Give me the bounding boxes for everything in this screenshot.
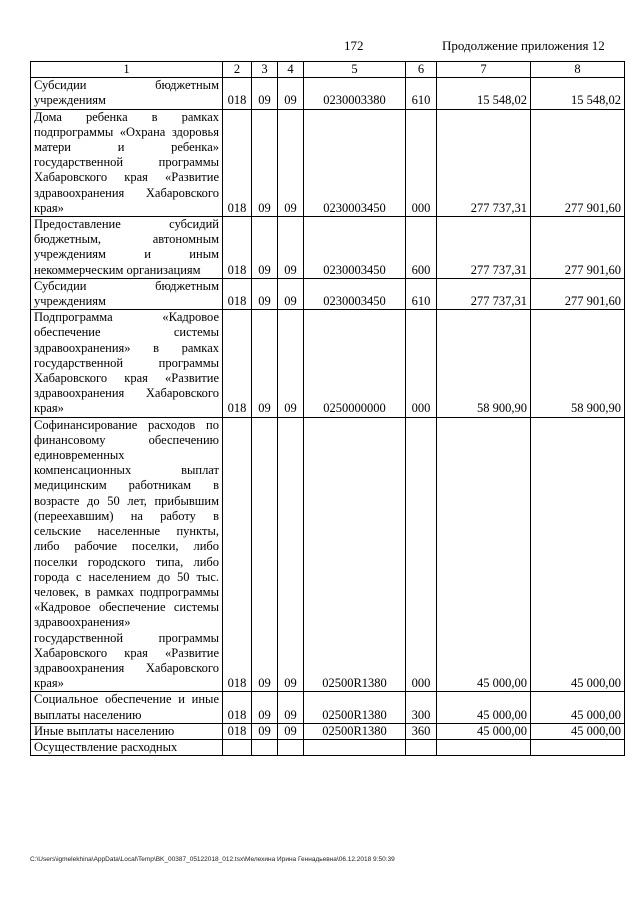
col-header-8: 8 [531, 62, 625, 78]
cell-amount-7: 45 000,00 [437, 692, 531, 723]
row-name: Подпрограмма «Кадровое обеспечение системы здравоохранения» в рамках государственной программы Хабаровского края «Развитие здравоохранения Хабаровского края» [31, 310, 223, 417]
cell-expense-type: 000 [406, 310, 437, 417]
continuation-label: Продолжение приложения 12 [442, 38, 605, 53]
table-row [31, 692, 625, 723]
cell-admin-code: 018 [223, 723, 252, 739]
table-row [31, 310, 625, 417]
cell-amount-7 [437, 739, 531, 755]
cell-amount-8 [531, 739, 625, 755]
cell-amount-7: 277 737,31 [437, 109, 531, 216]
cell-amount-8: 58 900,90 [531, 310, 625, 417]
cell-amount-7: 58 900,90 [437, 310, 531, 417]
cell-subsection: 09 [278, 78, 304, 109]
col-header-6: 6 [406, 62, 437, 78]
cell-target-article: 02500R1380 [304, 692, 406, 723]
cell-target-article: 02500R1380 [304, 723, 406, 739]
cell-subsection: 09 [278, 310, 304, 417]
cell-section: 09 [252, 278, 278, 309]
cell-target-article [304, 739, 406, 755]
cell-section [252, 739, 278, 755]
row-name: Предоставление субсидий бюджетным, автономным учреждениям и иным некоммерческим организациям [31, 217, 223, 279]
cell-admin-code: 018 [223, 78, 252, 109]
cell-target-article: 0230003450 [304, 109, 406, 216]
cell-amount-7: 45 000,00 [437, 417, 531, 692]
cell-expense-type: 300 [406, 692, 437, 723]
row-name: Субсидии бюджетным учреждениям [31, 78, 223, 109]
cell-amount-7: 45 000,00 [437, 723, 531, 739]
table-row [31, 217, 625, 279]
table-row [31, 278, 625, 309]
cell-subsection: 09 [278, 692, 304, 723]
cell-admin-code: 018 [223, 278, 252, 309]
cell-amount-8: 277 901,60 [531, 217, 625, 279]
cell-amount-7: 277 737,31 [437, 278, 531, 309]
cell-subsection: 09 [278, 723, 304, 739]
cell-amount-8: 45 000,00 [531, 417, 625, 692]
cell-target-article: 0230003380 [304, 78, 406, 109]
cell-amount-7: 277 737,31 [437, 217, 531, 279]
cell-subsection: 09 [278, 417, 304, 692]
cell-admin-code: 018 [223, 417, 252, 692]
cell-section: 09 [252, 417, 278, 692]
cell-section: 09 [252, 109, 278, 216]
cell-amount-8: 277 901,60 [531, 109, 625, 216]
cell-expense-type [406, 739, 437, 755]
cell-expense-type: 610 [406, 78, 437, 109]
cell-section: 09 [252, 310, 278, 417]
cell-section: 09 [252, 217, 278, 279]
cell-admin-code: 018 [223, 109, 252, 216]
row-name: Дома ребенка в рамках подпрограммы «Охрана здоровья матери и ребенка» государственной программы Хабаровского края «Развитие здравоохранения Хабаровского края» [31, 109, 223, 216]
cell-target-article: 0230003450 [304, 217, 406, 279]
col-header-7: 7 [437, 62, 531, 78]
cell-amount-7: 15 548,02 [437, 78, 531, 109]
col-header-4: 4 [278, 62, 304, 78]
cell-amount-8: 277 901,60 [531, 278, 625, 309]
cell-admin-code: 018 [223, 217, 252, 279]
cell-subsection: 09 [278, 217, 304, 279]
row-name: Социальное обеспечение и иные выплаты населению [31, 692, 223, 723]
table-row [31, 739, 625, 755]
cell-admin-code [223, 739, 252, 755]
cell-admin-code: 018 [223, 310, 252, 417]
row-name: Иные выплаты населению [31, 723, 223, 739]
cell-target-article: 0250000000 [304, 310, 406, 417]
table-row [31, 109, 625, 216]
col-header-2: 2 [223, 62, 252, 78]
cell-subsection: 09 [278, 278, 304, 309]
table-row [31, 78, 625, 109]
cell-amount-8: 45 000,00 [531, 692, 625, 723]
cell-expense-type: 000 [406, 417, 437, 692]
cell-expense-type: 600 [406, 217, 437, 279]
col-header-3: 3 [252, 62, 278, 78]
row-name: Субсидии бюджетным учреждениям [31, 278, 223, 309]
cell-admin-code: 018 [223, 692, 252, 723]
cell-section: 09 [252, 692, 278, 723]
cell-target-article: 02500R1380 [304, 417, 406, 692]
cell-subsection: 09 [278, 109, 304, 216]
cell-subsection [278, 739, 304, 755]
cell-amount-8: 15 548,02 [531, 78, 625, 109]
footer-file-path: C:\Users\igmelekhina\AppData\Local\Temp\BK_00387_05122018_012.tsx\Мелехина Ирина Геннадьевна\06.12.2018 9:50:39 [30, 856, 395, 863]
cell-section: 09 [252, 78, 278, 109]
header-row [31, 62, 625, 78]
cell-expense-type: 360 [406, 723, 437, 739]
col-header-5: 5 [304, 62, 406, 78]
row-name: Софинансирование расходов по финансовому обеспечению единовременных компенсационных выплат медицинским работникам в возрасте до 50 лет, прибывшим (переехавшим) на работу в сельские населенные пункты, либо рабочие поселки, либо поселки городского типа, либо города с населением до 50 тыс. человек, в рамках подпрограммы «Кадровое обеспечение системы здравоохранения» государственной программы Хабаровского края «Развитие здравоохранения Хабаровского края» [31, 417, 223, 692]
table-row [31, 723, 625, 739]
cell-amount-8: 45 000,00 [531, 723, 625, 739]
cell-target-article: 0230003450 [304, 278, 406, 309]
row-name: Осуществление расходных [31, 739, 223, 755]
cell-section: 09 [252, 723, 278, 739]
cell-expense-type: 000 [406, 109, 437, 216]
budget-table [30, 61, 625, 756]
col-header-1: 1 [31, 62, 223, 78]
page-number: 172 [344, 38, 364, 53]
table-row [31, 417, 625, 692]
cell-expense-type: 610 [406, 278, 437, 309]
